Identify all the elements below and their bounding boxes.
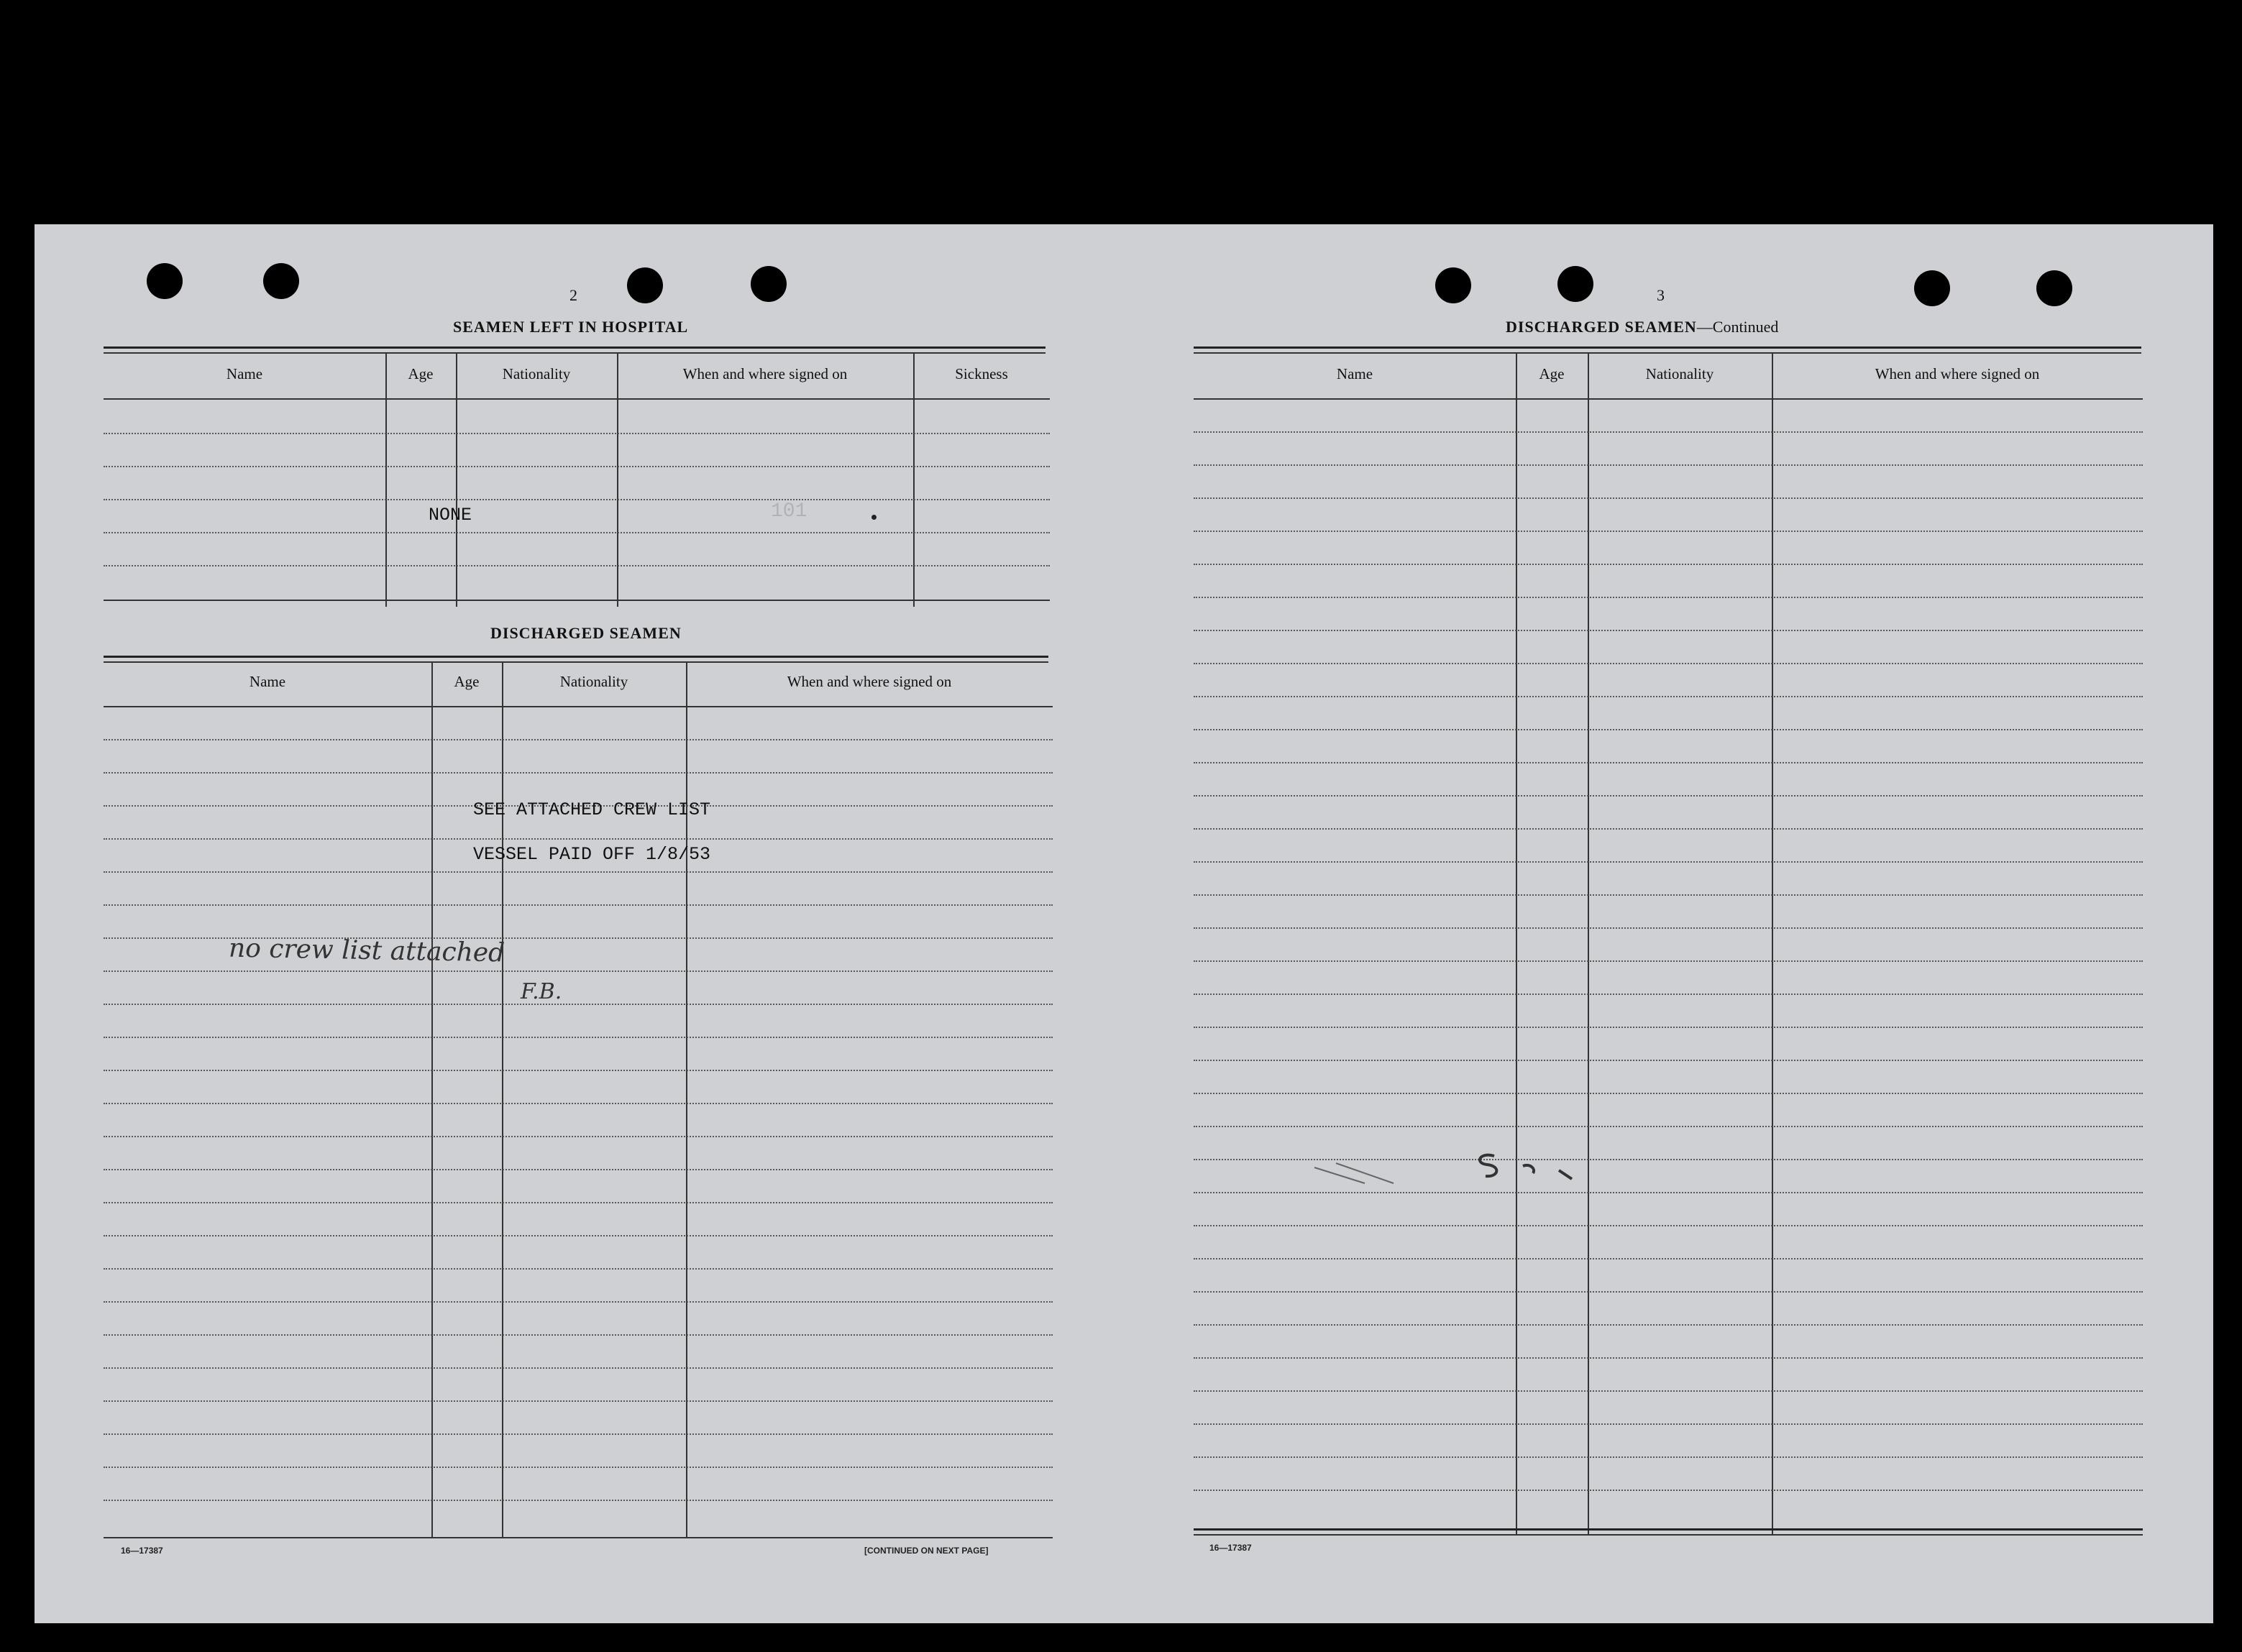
punch-hole	[1557, 266, 1593, 302]
column-header-nationality: Nationality	[502, 365, 571, 382]
column-header-age: Age	[408, 365, 434, 382]
faint-stamp: 101	[771, 500, 807, 523]
page-number: 3	[1657, 286, 1665, 304]
form-number: 16—17387	[1209, 1543, 1252, 1553]
column-header-sickness: Sickness	[955, 365, 1008, 382]
column-header-signed-on: When and where signed on	[682, 365, 848, 382]
column-header-age: Age	[1539, 365, 1565, 382]
column-header-name: Name	[226, 365, 263, 382]
section-title-suffix: —Continued	[1696, 318, 1779, 336]
punch-hole	[1435, 267, 1471, 303]
column-header-nationality: Nationality	[1645, 365, 1714, 382]
section-title-hospital: SEAMEN LEFT IN HOSPITAL	[453, 318, 689, 336]
typed-paid-off-note: VESSEL PAID OFF 1/8/53	[473, 844, 711, 865]
form-number: 16—17387	[121, 1546, 163, 1556]
column-header-signed-on: When and where signed on	[1875, 365, 2040, 382]
continued-note: [CONTINUED ON NEXT PAGE]	[864, 1546, 989, 1556]
punch-hole	[263, 263, 299, 299]
handwritten-initials: F.B.	[521, 979, 562, 1004]
column-header-age: Age	[454, 673, 480, 690]
punch-hole	[2036, 270, 2072, 306]
handwritten-note: no crew list attached	[228, 933, 505, 968]
section-title-discharged: DISCHARGED SEAMEN	[490, 624, 682, 642]
column-header-name: Name	[1336, 365, 1373, 382]
section-title-discharged-continued	[1506, 318, 1778, 336]
stray-pen-mark	[1286, 1142, 1602, 1192]
typed-crew-list-note: SEE ATTACHED CREW LIST	[473, 799, 711, 820]
ledger-sheet	[35, 224, 2213, 1623]
column-header-name: Name	[249, 673, 286, 690]
column-header-signed-on: When and where signed on	[787, 673, 952, 690]
punch-hole	[751, 266, 787, 302]
column-header-nationality: Nationality	[559, 673, 628, 690]
punch-hole	[147, 263, 183, 299]
punch-hole	[1914, 270, 1950, 306]
punch-hole	[627, 267, 663, 303]
page-number: 2	[569, 286, 577, 304]
typed-none-entry: NONE	[429, 505, 472, 526]
section-title-text: DISCHARGED SEAMEN	[1506, 318, 1697, 336]
